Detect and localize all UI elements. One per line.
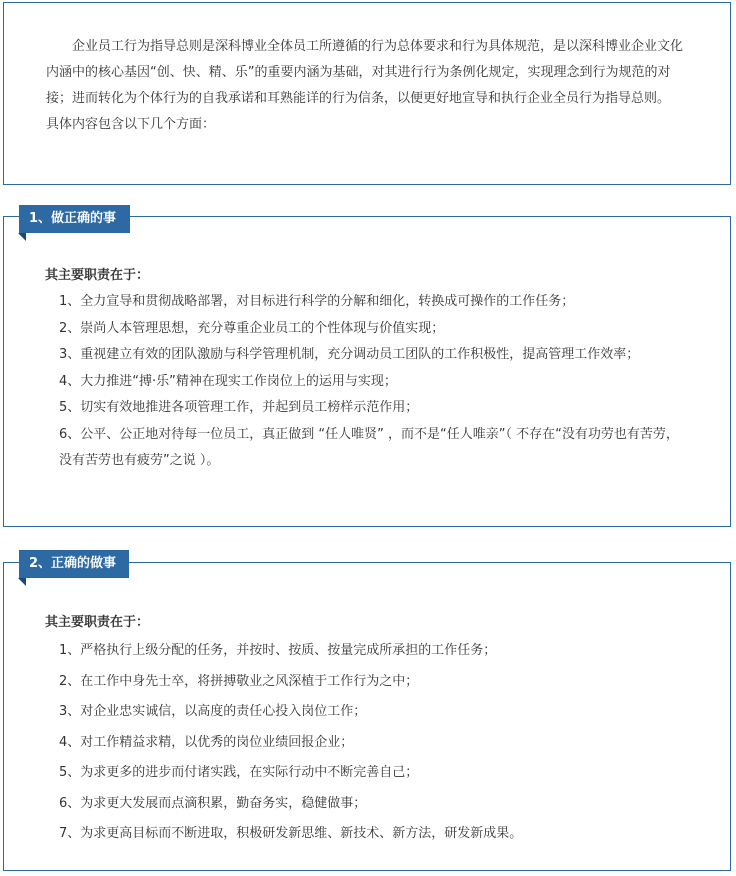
list-item: 3、重视建立有效的团队激励与科学管理机制，充分调动员工团队的工作积极性，提高管理工作效率； <box>59 347 640 362</box>
list-item: 1、全力宣导和贯彻战略部署，对目标进行科学的分解和细化，转换成可操作的工作任务； <box>59 294 575 309</box>
list-item: 5、为求更多的进步而付诸实践，在实际行动中不断完善自己； <box>59 765 419 780</box>
list-item: 6、公平、公正地对待每一位员工，真正做到 “任人唯贤” ，而不是“任人唯亲”（ 不存在“没有功劳也有苦劳，没有苦劳也有疲劳”之说 ）。 <box>59 426 679 468</box>
list-item: 3、对企业忠实诚信，以高度的责任心投入岗位工作； <box>59 704 367 719</box>
intro-text <box>46 34 686 138</box>
list-item: 7、为求更高目标而不断进取，积极研发新思维、新技术、新方法，研发新成果。 <box>59 826 523 841</box>
section-2-heading: 其主要职责在于： <box>45 615 150 630</box>
list-item: 4、大力推进“搏·乐”精神在现实工作岗位上的运用与实现； <box>59 373 397 389</box>
list-item: 4、对工作精益求精，以优秀的岗位业绩回报企业； <box>59 734 354 750</box>
section-2-tab: 2、正确的做事 <box>19 550 129 578</box>
section-1-tab: 1、做正确的事 <box>19 205 130 233</box>
list-item: 2、崇尚人本管理思想，充分尊重企业员工的个性体现与价值实现； <box>59 320 445 336</box>
intro-lead: 具体内容包含以下几个方面： <box>46 117 216 132</box>
section-2-list <box>59 636 684 850</box>
list-item: 5、切实有效地推进各项管理工作，并起到员工榜样示范作用； <box>59 400 419 415</box>
list-item: 2、在工作中身先士卒，将拼搏敬业之风深植于工作行为之中； <box>59 673 419 689</box>
list-item: 1、严格执行上级分配的任务，并按时、按质、按量完成所承担的工作任务； <box>59 643 497 658</box>
section-1-list <box>59 289 684 475</box>
intro-paragraph: 企业员工行为指导总则是深科博业全体员工所遵循的行为总体要求和行为具体规范，是以深科博业企业文化内涵中的核心基因“创、快、精、乐”的重要内涵为基础，对其进行行为条例化规定，实现理念到行为规范的对接；进而转化为个体行为的自我承诺和耳熟能详的行为信条，以便更好地宣导和执行企业全员行为指导总则。 <box>46 39 684 106</box>
list-item: 6、为求更大发展而点滴积累，勤奋务实，稳健做事； <box>59 795 367 811</box>
section-1-heading: 其主要职责在于： <box>45 268 150 283</box>
